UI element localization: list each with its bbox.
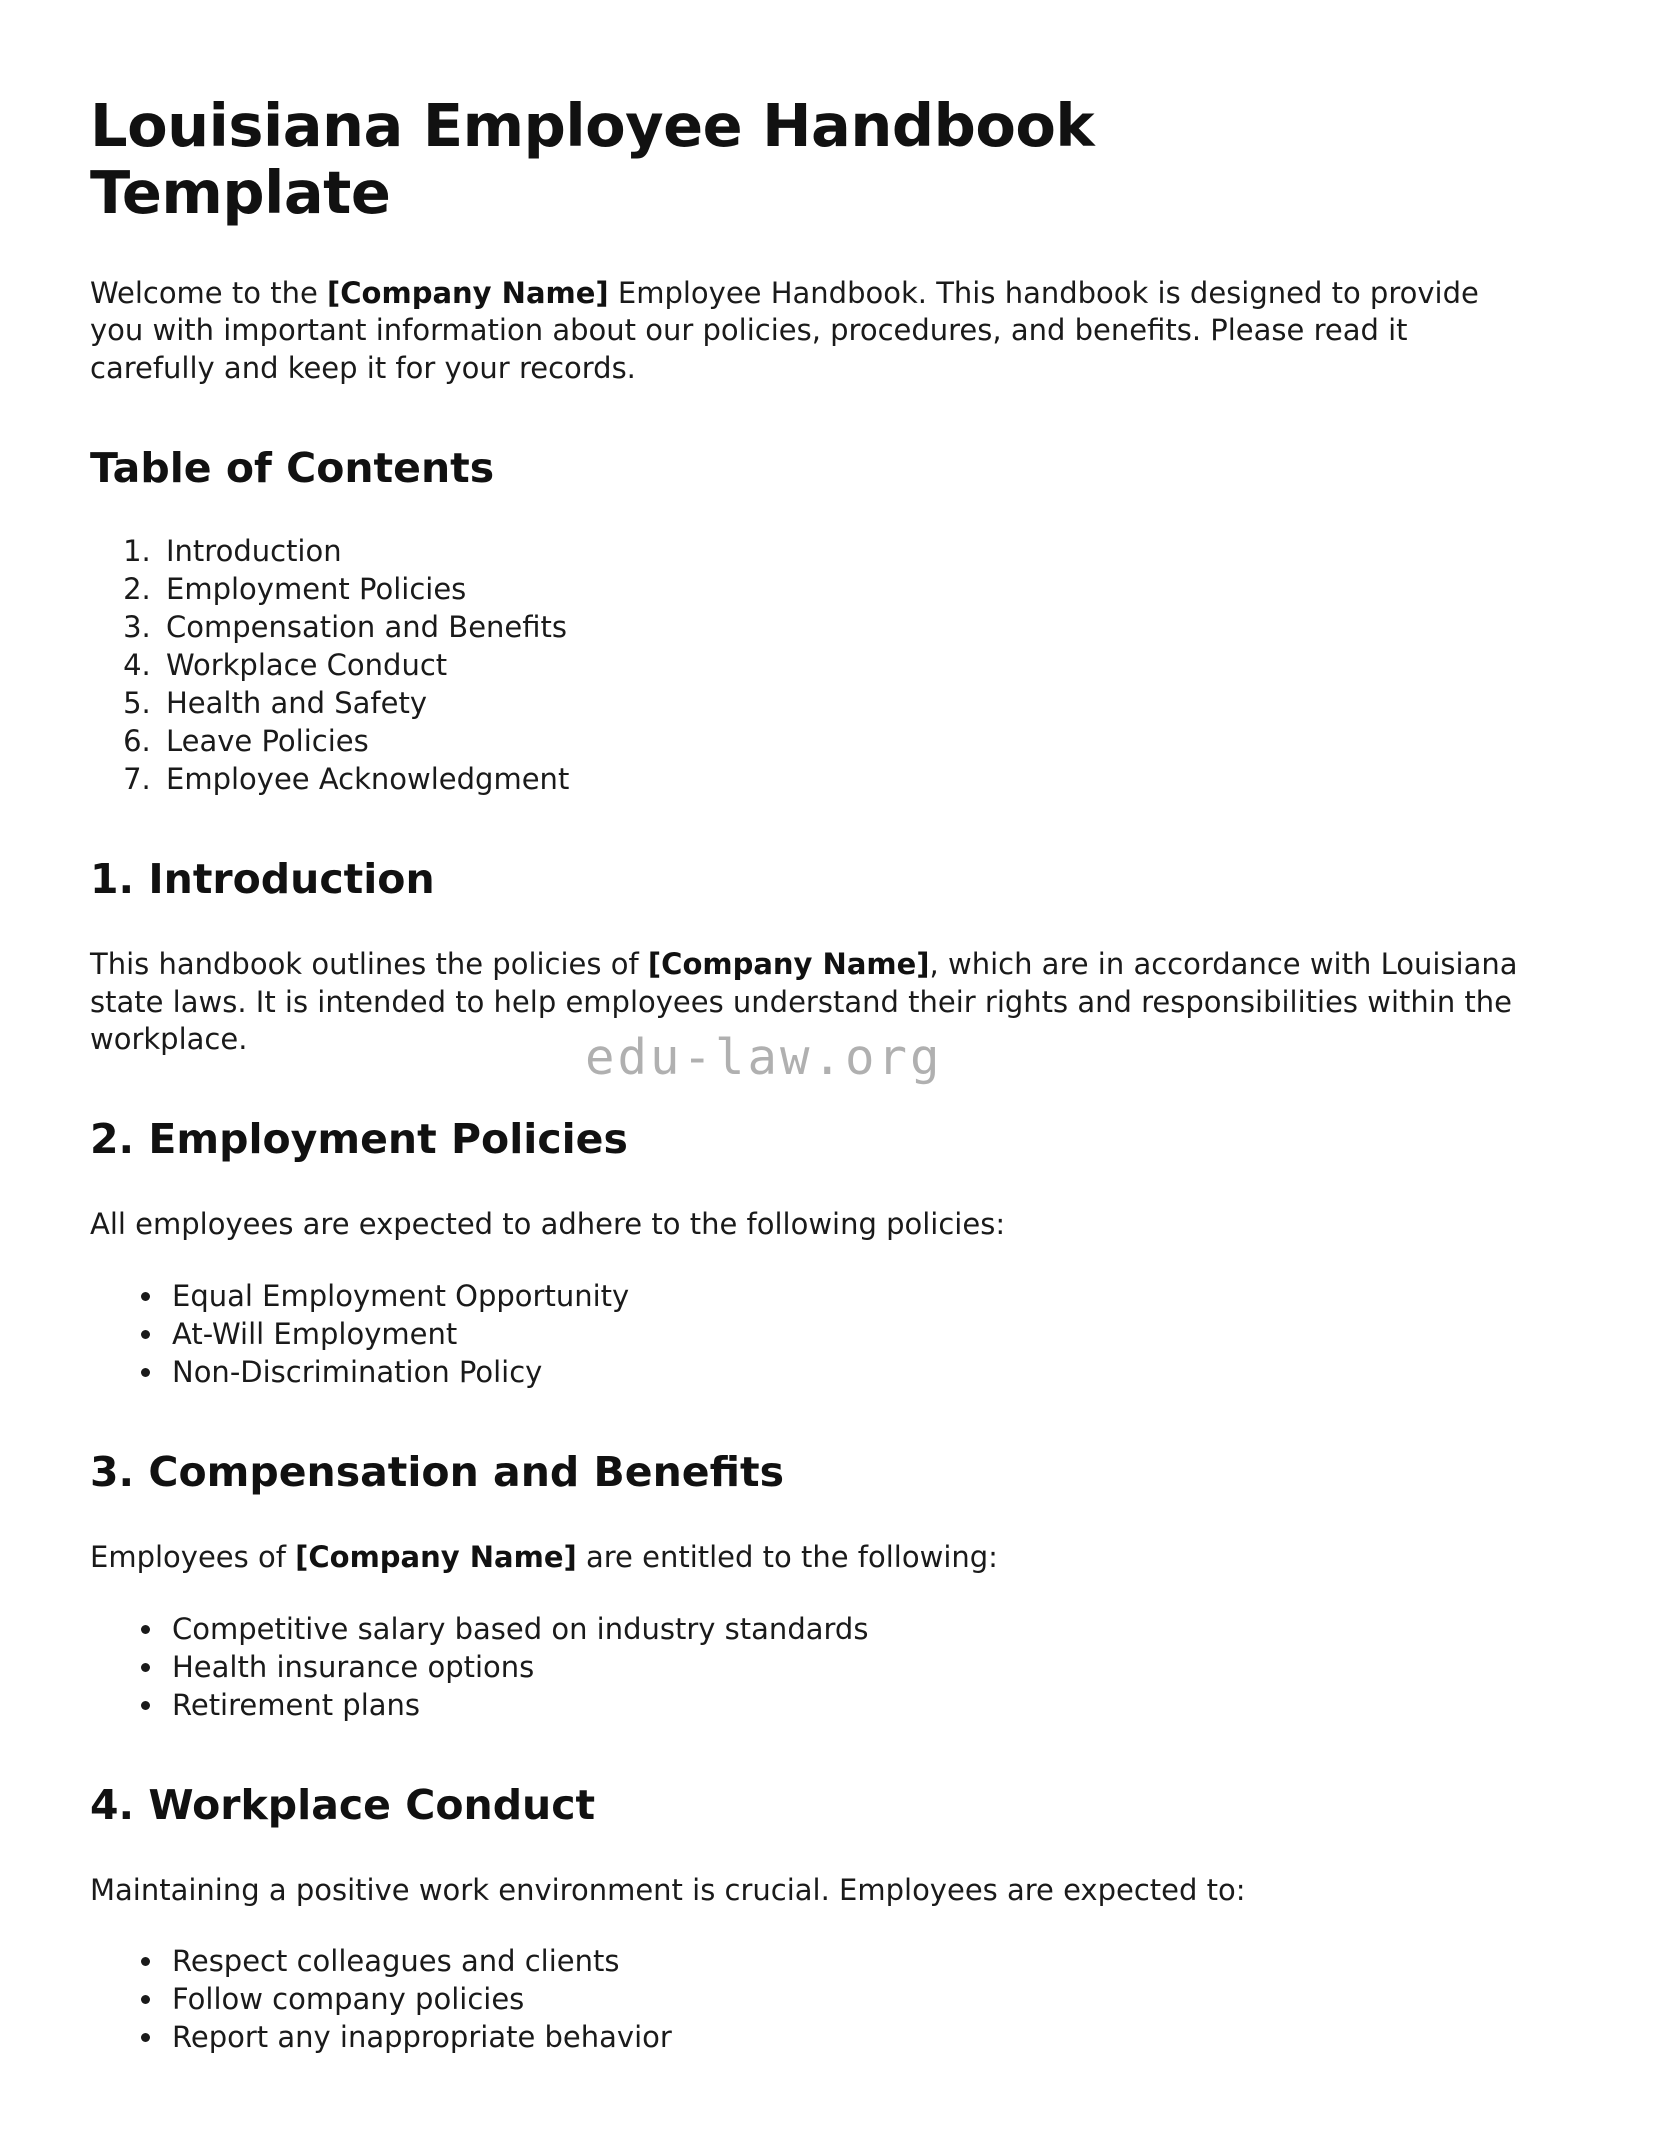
toc-list [90, 533, 1552, 799]
section-heading-employment-policies: 2. Employment Policies [90, 1114, 628, 1163]
section-text-before: All employees are expected to adhere to the following policies: [90, 1207, 1006, 1242]
section-heading-workplace-conduct: 4. Workplace Conduct [90, 1780, 596, 1829]
company-name-placeholder: [Company Name] [295, 1539, 577, 1574]
bullet-list-compensation-and-benefits [90, 1611, 1552, 1725]
list-item: • Non-Discrimination Policy [166, 1354, 1552, 1392]
section-paragraph-employment-policies [90, 1206, 1520, 1244]
list-item: • Follow company policies [166, 1981, 1552, 2019]
bullet-list-employment-policies [90, 1278, 1552, 1392]
intro-text-after: Employee Handbook. This handbook is designed to provide you with important information about our policies, procedures, and benefits. Please read it carefully and keep it for your records. [90, 275, 1479, 385]
section-text-before: This handbook outlines the policies of [90, 946, 648, 981]
toc-item[interactable]: 5. Health and Safety [160, 685, 1552, 723]
toc-item[interactable]: 6. Leave Policies [160, 723, 1552, 761]
page-title: Louisiana Employee Handbook Template [90, 91, 1095, 228]
bullet-list-workplace-conduct [90, 1943, 1552, 2057]
site-watermark: edu-law.org [585, 1029, 943, 1086]
section-paragraph-introduction [90, 946, 1520, 1059]
section-paragraph-compensation-and-benefits [90, 1539, 1520, 1577]
toc-item[interactable]: 4. Workplace Conduct [160, 647, 1552, 685]
toc-item[interactable]: 1. Introduction [160, 533, 1552, 571]
list-item: • Competitive salary based on industry standards [166, 1611, 1552, 1649]
section-text-before: Maintaining a positive work environment is crucial. Employees are expected to: [90, 1872, 1246, 1907]
toc-item[interactable]: 2. Employment Policies [160, 571, 1552, 609]
company-name-placeholder: [Company Name] [647, 946, 930, 981]
section-text-after: , which are in accordance with Louisiana state laws. It is intended to help employees understand their rights and responsibilities within the workplace. [90, 946, 1518, 1057]
toc-item[interactable]: 7. Employee Acknowledgment [160, 761, 1552, 799]
intro-paragraph [90, 275, 1510, 388]
list-item: • Respect colleagues and clients [166, 1943, 1552, 1981]
list-item: • Retirement plans [166, 1687, 1552, 1725]
section-heading-introduction: 1. Introduction [90, 854, 435, 903]
list-item: • Report any inappropriate behavior [166, 2019, 1552, 2057]
company-name-placeholder: [Company Name] [327, 275, 609, 310]
toc-heading: Table of Contents [90, 443, 495, 492]
section-text-after: are entitled to the following: [576, 1539, 998, 1574]
intro-text-before: Welcome to the [90, 275, 328, 310]
list-item: • At-Will Employment [166, 1316, 1552, 1354]
section-text-before: Employees of [90, 1539, 296, 1574]
section-heading-compensation-and-benefits: 3. Compensation and Benefits [90, 1447, 784, 1496]
toc-item[interactable]: 3. Compensation and Benefits [160, 609, 1552, 647]
list-item: • Equal Employment Opportunity [166, 1278, 1552, 1316]
section-paragraph-workplace-conduct [90, 1872, 1520, 1910]
list-item: • Health insurance options [166, 1649, 1552, 1687]
